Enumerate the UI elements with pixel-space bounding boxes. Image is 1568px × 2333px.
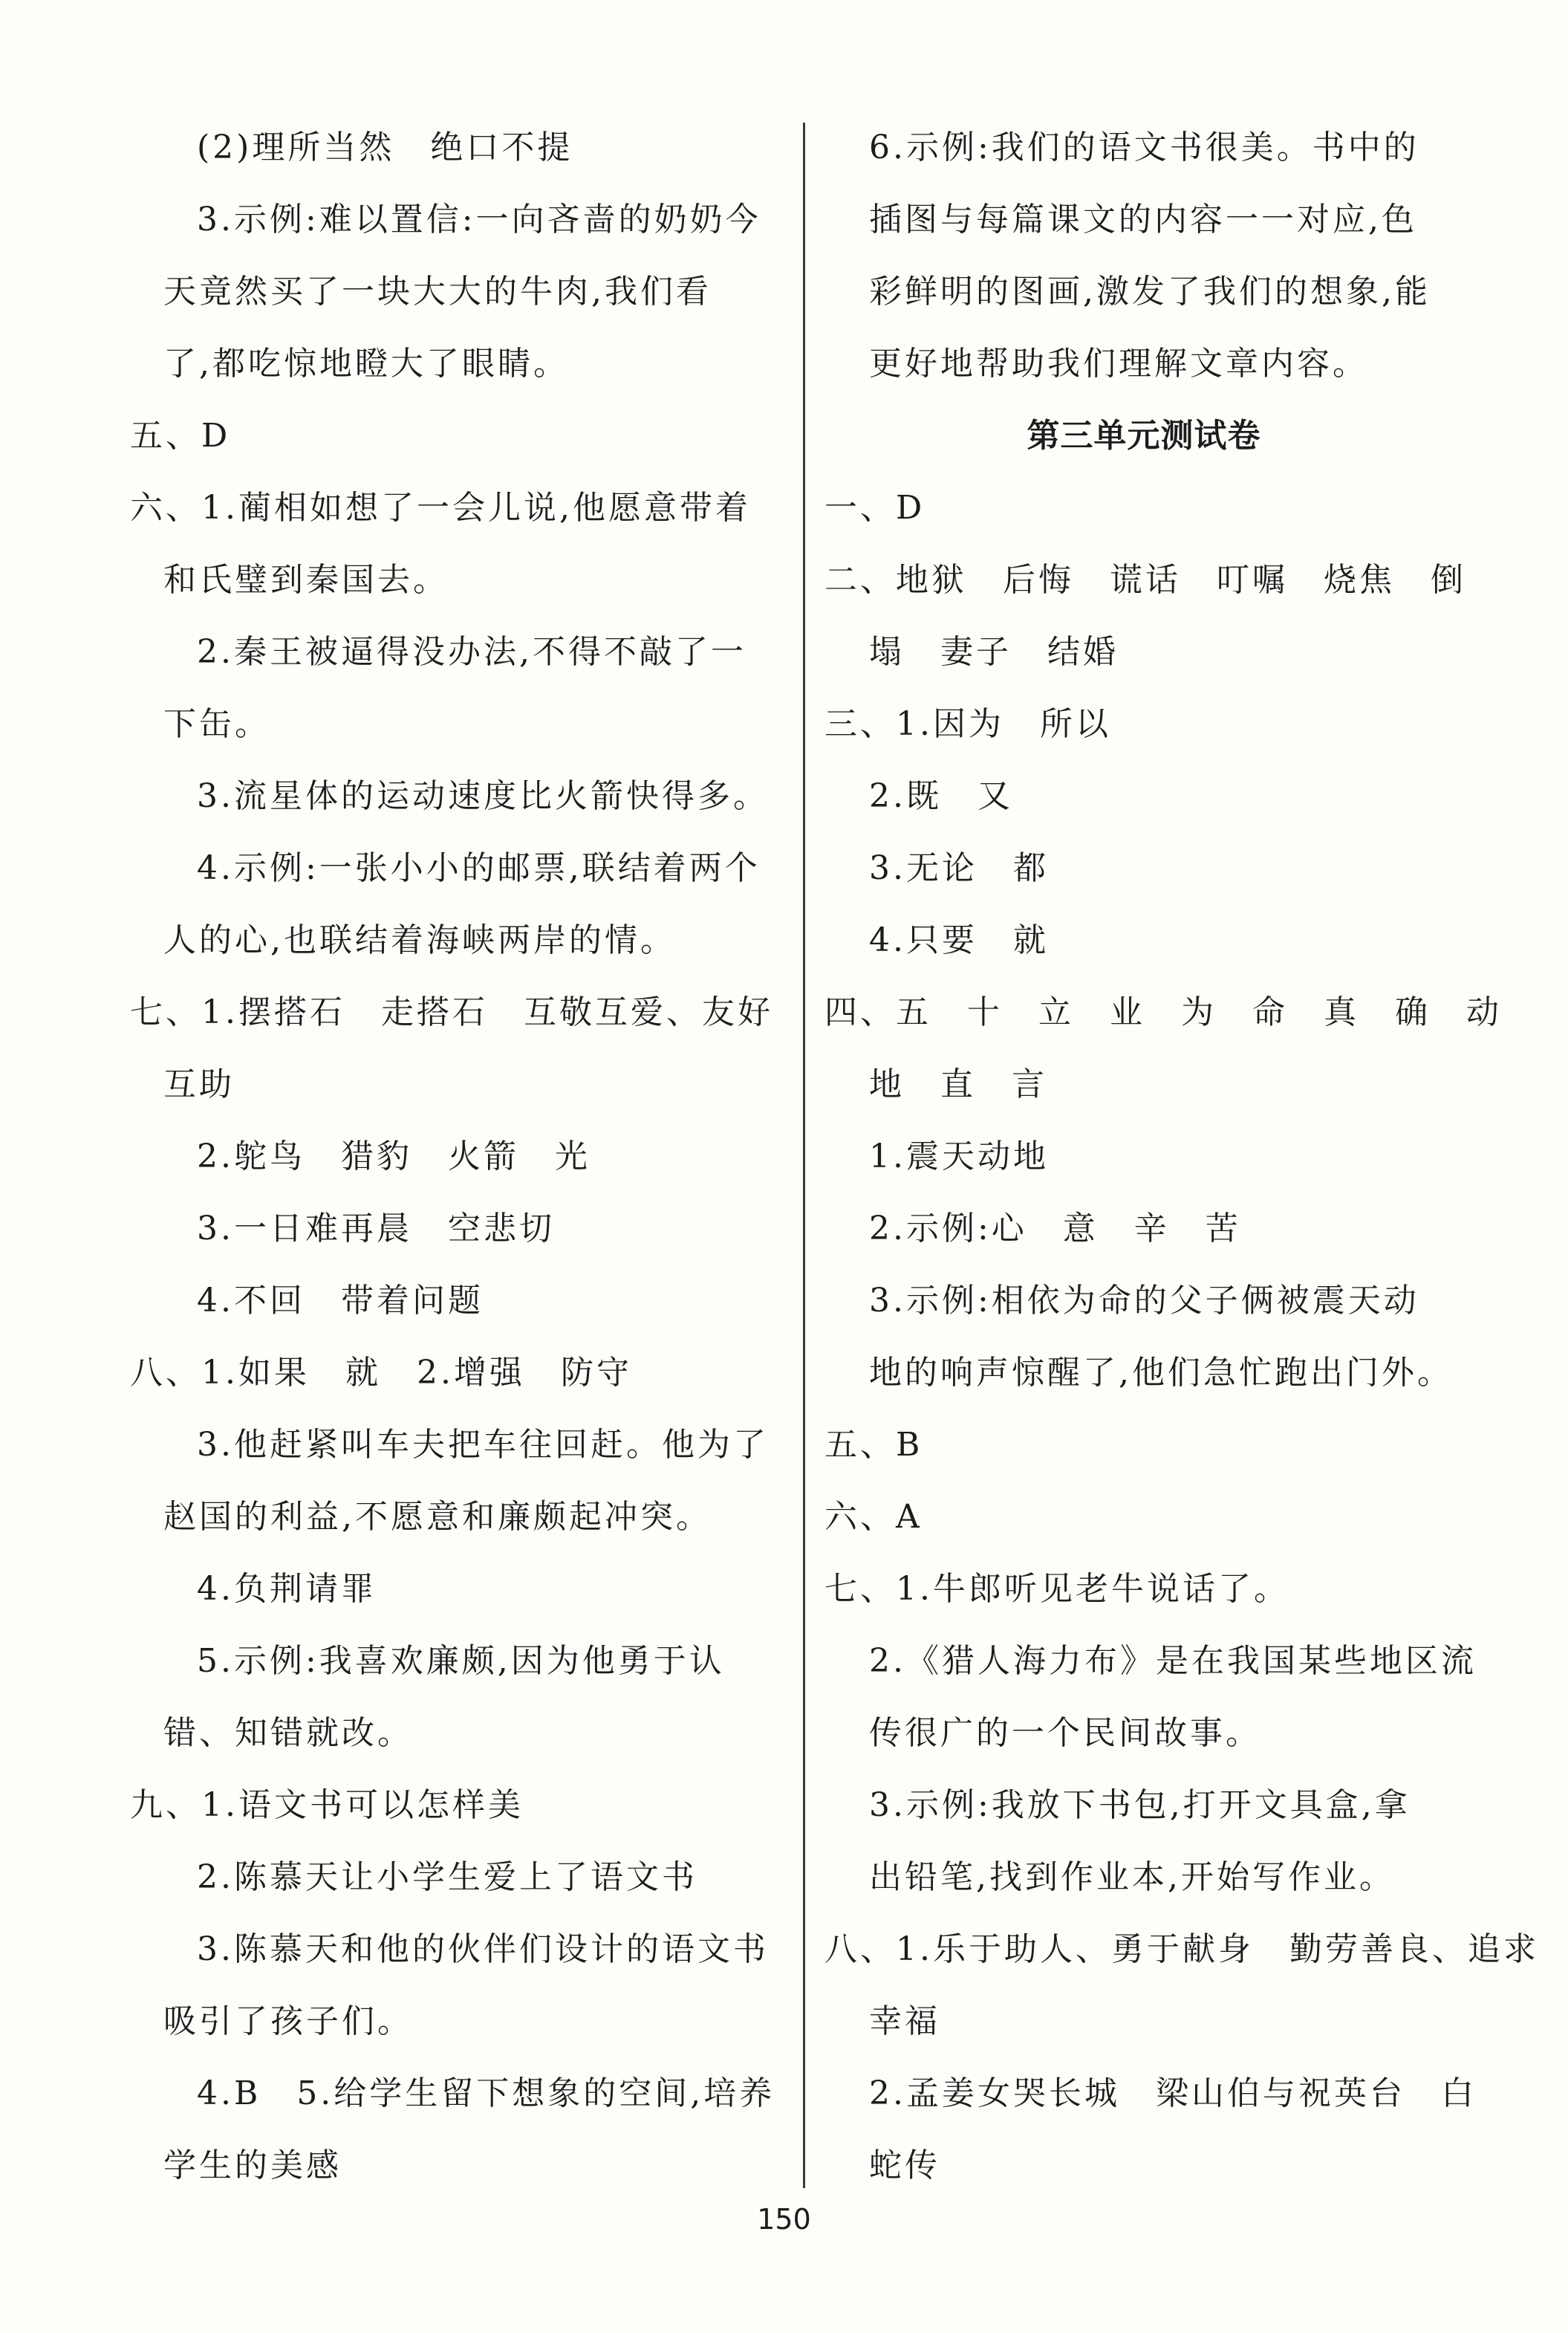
section-title: 第三单元测试卷: [1027, 417, 1261, 455]
section-heading: 四、五 十 立 业 为 命 真 确 动: [824, 993, 1502, 1031]
answer-line: 2.陈慕天让小学生爱上了语文书: [197, 1858, 697, 1896]
answer-line: 地的响声惊醒了,他们急忙跑出门外。: [869, 1354, 1453, 1392]
answer-line: 吸引了孩子们。: [163, 2002, 413, 2040]
answer-line: 彩鲜明的图画,激发了我们的想象,能: [869, 273, 1431, 311]
answer-line: 3.他赶紧叫车夫把车往回赶。他为了: [197, 1426, 769, 1464]
answer-line: 3.示例:我放下书包,打开文具盒,拿: [869, 1786, 1411, 1824]
answer-line: 2.鸵鸟 猎豹 火箭 光: [197, 1138, 591, 1175]
section-heading: 五、D: [130, 417, 231, 455]
answer-line: 2.既 又: [869, 777, 1013, 815]
answer-line: 下缶。: [163, 705, 270, 743]
right-column: [824, 111, 1539, 2201]
section-heading: 九、1.语文书可以怎样美: [130, 1786, 524, 1824]
answer-line: 出铅笔,找到作业本,开始写作业。: [869, 1858, 1395, 1896]
answer-line: 2.孟姜女哭长城 梁山伯与祝英台 白: [869, 2074, 1477, 2112]
section-heading: 六、A: [824, 1498, 923, 1536]
answer-line: 传很广的一个民间故事。: [869, 1714, 1261, 1752]
answer-line: 幸福: [869, 2002, 940, 2040]
section-heading: 八、1.如果 就 2.增强 防守: [130, 1354, 632, 1392]
answer-line: 人的心,也联结着海峡两岸的情。: [163, 921, 676, 959]
answer-line: 2.示例:心 意 辛 苦: [869, 1210, 1241, 1247]
answer-line: 赵国的利益,不愿意和廉颇起冲突。: [163, 1498, 712, 1536]
column-divider: [803, 123, 805, 2188]
answer-line: 3.示例:难以置信:一向吝啬的奶奶今: [197, 201, 761, 239]
answer-line: 3.一日难再晨 空悲切: [197, 1210, 555, 1247]
answer-line: 2.秦王被逼得没办法,不得不敲了一: [197, 633, 746, 671]
answer-line: 5.示例:我喜欢廉颇,因为他勇于认: [197, 1642, 725, 1680]
answer-line: 插图与每篇课文的内容一一对应,色: [869, 201, 1417, 239]
section-heading: 二、地狱 后悔 谎话 叮嘱 烧焦 倒: [824, 561, 1466, 599]
section-heading: 六、1.蔺相如想了一会儿说,他愿意带着: [130, 489, 751, 527]
answer-line: 4.不回 带着问题: [197, 1282, 484, 1320]
answer-line: 3.示例:相依为命的父子俩被震天动: [869, 1282, 1419, 1320]
page-number: 150: [757, 2203, 811, 2236]
answer-line: 错、知错就改。: [163, 1714, 413, 1752]
answer-line: 天竟然买了一块大大的牛肉,我们看: [163, 273, 712, 311]
answer-line: 塌 妻子 结婚: [869, 633, 1119, 671]
answer-line: 4.负荆请罪: [197, 1570, 377, 1608]
section-heading: 一、D: [824, 489, 925, 527]
section-heading: 七、1.摆搭石 走搭石 互敬互爱、友好: [130, 993, 773, 1031]
answer-line: 更好地帮助我们理解文章内容。: [869, 345, 1368, 383]
section-heading: 八、1.乐于助人、勇于献身 勤劳善良、追求: [824, 1930, 1539, 1968]
answer-line: 了,都吃惊地瞪大了眼睛。: [163, 345, 569, 383]
answer-line: 2.《猎人海力布》是在我国某些地区流: [869, 1642, 1477, 1680]
answer-line: 6.示例:我们的语文书很美。书中的: [869, 129, 1419, 166]
section-heading: 五、B: [824, 1426, 923, 1464]
answer-line: 和氏璧到秦国去。: [163, 561, 449, 599]
answer-line: 1.震天动地: [869, 1138, 1049, 1175]
answer-line: 3.无论 都: [869, 849, 1049, 887]
answer-line: 4.B 5.给学生留下想象的空间,培养: [197, 2074, 775, 2112]
answer-line: 4.只要 就: [869, 921, 1049, 959]
answer-line: 4.示例:一张小小的邮票,联结着两个: [197, 849, 761, 887]
left-column: [130, 111, 784, 2201]
answer-line: 蛇传: [869, 2147, 940, 2184]
answer-line: 3.陈慕天和他的伙伴们设计的语文书: [197, 1930, 769, 1968]
answer-line: 学生的美感: [163, 2147, 342, 2184]
answer-line: 3.流星体的运动速度比火箭快得多。: [197, 777, 769, 815]
answer-line: 互助: [163, 1065, 235, 1103]
answer-line: (2)理所当然 绝口不提: [197, 129, 573, 166]
section-heading: 三、1.因为 所以: [824, 705, 1111, 743]
section-heading: 七、1.牛郎听见老牛说话了。: [824, 1570, 1289, 1608]
answer-line: 地 直 言: [869, 1065, 1047, 1103]
